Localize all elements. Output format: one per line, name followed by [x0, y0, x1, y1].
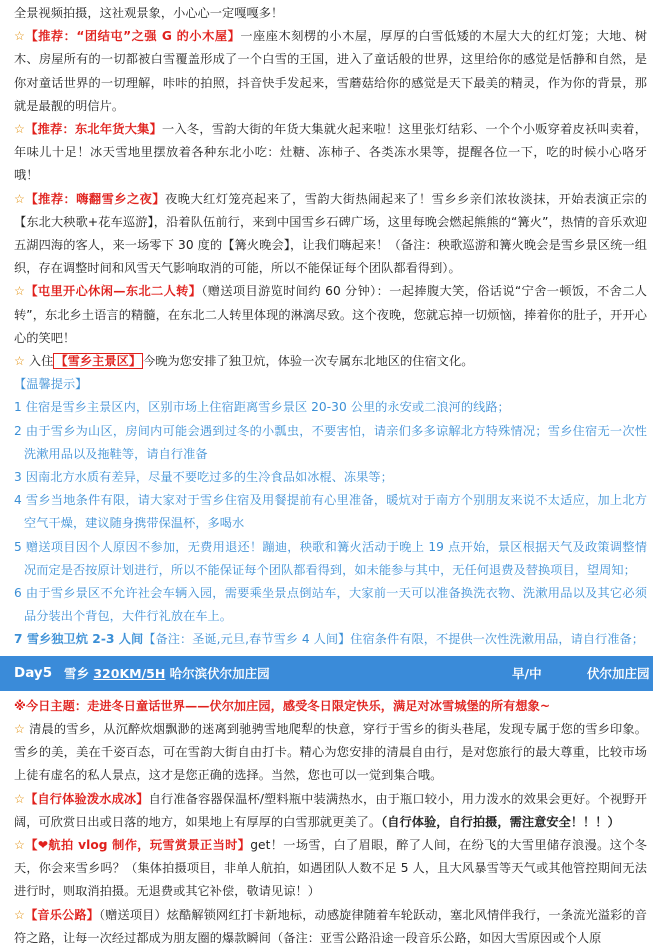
section-title: 【推荐：嗨翻雪乡之夜】 — [25, 191, 166, 206]
hotel-name-box: 【雪乡主景区】 — [55, 354, 142, 369]
section-title: 【音乐公路】 — [25, 907, 99, 922]
paragraph-checkin — [14, 350, 647, 373]
day-header-bar — [0, 656, 653, 691]
section-title: 【推荐：“团结屯”之强 G 的小木屋】 — [25, 29, 241, 44]
paragraph-log-cabin — [14, 25, 647, 118]
paragraph-text: （赠送项目）炫酷解锁网红打卡新地标，动感旋律随着车轮跃动，塞北风情伴我行，一条流光溢彩的音符之路，让每一次经过都成为朋友圈的爆款瞬间（备注：亚雪公路沿途一段音乐公路，如因大雪原因或个人原 — [14, 907, 647, 945]
tip-item: 1 住宿是雪乡主景区内，区别市场上住宿距离雪乡景区 20-30 公里的永安或二浪河的线路； — [14, 400, 510, 415]
day-meals: 早/中 — [512, 666, 542, 682]
paragraph-new-year-fair — [14, 118, 647, 188]
paragraph-errenzhuan — [14, 280, 647, 350]
star-icon: ☆ — [14, 721, 26, 736]
paragraph-text: 今晚为您安排了独卫炕，体验一次专属东北地区的住宿文化。 — [143, 354, 474, 369]
paragraph-snow-night — [14, 188, 647, 281]
day-theme: ※今日主题：走进冬日童话世界——伏尔加庄园，感受冬日限定快乐，满足对冰雪城堡的所有想象~ — [14, 698, 551, 713]
star-icon: ☆ — [14, 907, 26, 922]
tip-item: 2 由于雪乡为山区，房间内可能会遇到过冬的小瓢虫，不要害怕，请亲们多多谅解北方特殊情况；雪乡住宿无一次性洗漱用品以及拖鞋等，请自行准备 — [14, 423, 647, 461]
section-title: 【推荐：东北年货大集】 — [25, 122, 163, 137]
tip-item: 6 由于雪乡景区不允许社会车辆入园，需要乘坐景点倒站车，大家前一天可以准备换洗衣物、洗漱用品以及其它必须品分装出个背包，大件行礼放在车上。 — [14, 586, 647, 624]
paragraph-music-road — [14, 904, 647, 950]
tip-text: 【备注：圣诞,元旦,春节雪乡 4 人间】住宿条件有限，不提供一次性洗漱用品，请自行准备； — [143, 632, 645, 647]
star-icon: ☆ — [14, 837, 26, 852]
star-icon: ☆ — [14, 191, 26, 206]
star-icon: ☆ — [14, 284, 26, 299]
paragraph-text: 一入冬，雪韵大街的年货大集就火起来啦！这里张灯结彩、一个个小贩穿着皮袄叫卖着，年味儿十足！冰天雪地里摆放着各种东北小吃：灶糖、冻柿子、各类冻水果等，提醒各位一下，吃的时候小心咯牙哦！ — [14, 122, 647, 183]
route-to: 哈尔滨伏尔加庄园 — [165, 666, 270, 682]
paragraph-text: 自行准备容器保温杯/塑料瓶中装满热水，由于瓶口较小，用力泼水的效果会更好。个视野开阔，可欣赏日出或日落的地方，如果地上有厚厚的白雪那就更美了。 — [14, 791, 648, 829]
tips-title: 【温馨提示】 — [14, 377, 88, 392]
section-title: 【自行体验泼水成冰】 — [25, 791, 149, 806]
star-icon: ☆ — [14, 791, 26, 806]
safety-note: （自行体验，自行拍摄，需注意安全！！！） — [381, 814, 620, 829]
tip-item: 4 雪乡当地条件有限，请大家对于雪乡住宿及用餐提前有心里准备，暖炕对于南方个别朋友来说不太适应，加上北方空气干燥，建议随身携带保温杯，多喝水 — [14, 493, 647, 531]
star-icon: ☆ — [14, 29, 26, 44]
route-from: 雪乡 — [64, 666, 94, 682]
paragraph-text: 一座座木刻楞的小木屋，厚厚的白雪低矮的木屋大大的红灯笼；大地、树木、房屋所有的一切都被白雪覆盖形成了一个白雪的王国，进入了童话般的世界，这里给你的感觉是恬静和自然，是你对童话世界的一切理解，咔咔的拍照，抖音快手发起来，雪蘑菇给你的感觉是天下最美的精灵，作为你的背景，那就是最靓的明信片。 — [14, 29, 647, 113]
day-route — [64, 664, 512, 682]
tip-item — [14, 628, 647, 651]
intro-line: 全景视频拍摄，这社观景象，小心心一定嘎嘎多！ — [14, 6, 284, 20]
tip-bold: 7 雪乡独卫炕 2-3 人间 — [14, 632, 144, 647]
paragraph-text: （赠送项目游览时间约 60 分钟）：一起捧腹大笑，俗话说“宁舍一顿饭，不舍二人转”，东北乡土语言的精髓，在东北二人转里体现的淋漓尽致。这个夜晚，您就忘掉一切烦恼，捧着你的肚子，开开心心的笑吧！ — [14, 284, 647, 345]
star-icon: ☆ — [14, 122, 26, 137]
day-hotel: 伏尔加庄园 — [587, 666, 650, 682]
star-icon: ☆ — [14, 354, 25, 369]
paragraph-text: get！一场雪，白了眉眼，醉了人间，在纷飞的大雪里储存浪漫。这个冬天，你会来雪乡吗？（集体拍摄项目，非单人航拍，如遇团队人数不足 5 人，且大风暴雪等天气或其他管控期间无法进行时，则取消拍摄。无退费或其它补偿，敬请见谅！） — [14, 837, 647, 899]
route-distance: 320KM/5H — [93, 666, 166, 682]
section-title: 【❤航拍 vlog 制作，玩雪赏景正当时】 — [25, 837, 251, 852]
day-label: Day5 — [14, 665, 53, 682]
paragraph-text: 夜晚大红灯笼亮起来了，雪韵大街热闹起来了！雪乡乡亲们浓妆淡抹，开始表演正宗的【东北大秧歌+花车巡游】，沿着队伍前行，来到中国雪乡石碑广场，这里每晚会燃起熊熊的“篝火”，热情的音乐欢迎五湖四海的客人，来一场零下 30 度的【篝火晚会】，让我们嗨起来！（备注：秧歌巡游和篝火晚会是雪乡景区统一组织，存在调整时间和风雪天气影响取消的可能，所以不能保证每个团队都看得到）。 — [14, 191, 647, 276]
paragraph-vlog — [14, 834, 647, 904]
tip-item: 3 因南北方水质有差异，尽量不要吃过多的生冷食品如冰棍、冻果等； — [14, 470, 393, 485]
section-title: 【屯里开心休闲—东北二人转】 — [25, 284, 202, 299]
paragraph-text: 清晨的雪乡，从沉醉炊烟飘渺的迷离到驰骋雪地爬犁的快意，穿行于雪乡的街头巷尾，发现专属于您的雪乡印象。雪乡的美，美在千姿百态，可在雪韵大街自由打卡。精心为您安排的清晨自由行，是对您旅行的最大尊重，比较市场上徒有虚名的私人景点，这才是您正确的选择。当然，您也可以一觉到集合哦。 — [14, 721, 647, 783]
checkin-label: 入住 — [28, 354, 54, 369]
paragraph-morning — [14, 718, 647, 788]
paragraph-water-to-ice — [14, 788, 647, 834]
tip-item: 5 赠送项目因个人原因不参加，无费用退还！蹦迪，秧歌和篝火活动于晚上 19 点开始，景区根据天气及政策调整情况而定是否按原计划进行，所以不能保证每个团队都看得到，如未能参与其中，无任何退费及替换项目，望周知； — [14, 539, 647, 577]
